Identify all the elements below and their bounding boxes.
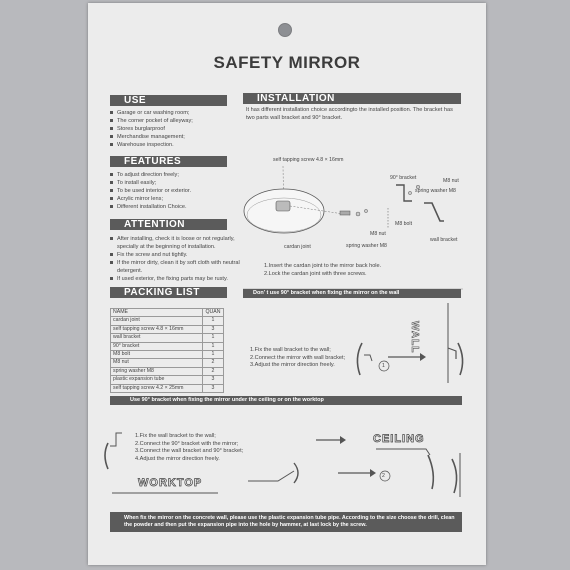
ceiling-mirror-left-arm [110, 433, 122, 446]
label-wall-bracket: wall bracket [430, 237, 458, 243]
packing-item-name: M8 bolt [111, 351, 203, 359]
step-number-1: 1 [382, 363, 385, 369]
section-heading-features: FEATURES [110, 156, 227, 167]
use-list-item: The corner pocket of alleyway; [110, 117, 230, 125]
packing-item-qty: 1 [203, 317, 224, 325]
attention-list-item: If the mirror dirty, clean it by soft cloth with neutral detergent. [110, 259, 242, 275]
ceiling-mirror-left [105, 443, 108, 469]
packing-item-name: wall bracket [111, 334, 203, 342]
wall-bracket-part [424, 203, 444, 221]
m8-nut-part [364, 209, 367, 212]
wall-step: 3.Adjust the mirror direction freely. [250, 362, 335, 369]
spring-washer-top-part [408, 191, 411, 194]
ceiling-step: 4.Adjust the mirror direction freely. [135, 455, 220, 462]
use-list-item: Warehouse inspection. [110, 141, 230, 149]
m8-bolt-part [340, 211, 350, 215]
section-heading-packing-list: PACKING LIST [110, 287, 227, 298]
packing-item-qty: 2 [203, 359, 224, 367]
packing-item-qty: 1 [203, 351, 224, 359]
packing-item-qty: 3 [203, 376, 224, 384]
packing-item-name: self tapping screw 4.8 × 16mm [111, 325, 203, 333]
packing-item-qty: 1 [203, 342, 224, 350]
wall-arrow-head [420, 353, 426, 361]
instruction-sheet [88, 3, 486, 565]
packing-item-qty: 1 [203, 334, 224, 342]
wall-steps [250, 347, 390, 370]
use-list-item: Garage or car washing room; [110, 109, 230, 117]
footer-note: When fix the mirror on the concrete wall, please use the plastic expansion tube pipe. According to the size choose the drill, clean the powder and then put the expansion pipe into the hole by hammer, at last lock by the screw. [110, 512, 462, 532]
section-heading-use: USE [110, 95, 227, 106]
packing-item-name: spring washer M8 [111, 367, 203, 375]
step-number-2: 2 [382, 473, 385, 479]
worktop-line [248, 471, 294, 481]
features-list-item: To be used interior or exterior. [110, 187, 230, 195]
use-list-item: Stores burglarproof [110, 125, 230, 133]
label-spring-washer-bottom: spring washer M8 [346, 243, 387, 249]
label-cardan-joint: cardan joint [284, 244, 311, 250]
label-self-tapping-screw: self tapping screw 4.8 × 16mm [273, 157, 344, 163]
ceiling-steps [135, 433, 285, 463]
section-heading-attention: ATTENTION [110, 219, 227, 230]
attention-list-item: If used exterior, the fixing parts may be rusty. [110, 275, 242, 283]
ceiling-arrow-2-head [370, 469, 376, 477]
attention-list-item: After installing, check it is loose or not regularly, specially at the beginning of installation. [110, 235, 242, 251]
worktop-word: WORKTOP [138, 477, 203, 489]
label-m8-nut-bottom: M8 nut [370, 231, 386, 237]
installation-step: 2.Lock the cardan joint with three screws. [264, 270, 367, 277]
packing-item-qty: 2 [203, 367, 224, 375]
features-list-item: To adjust direction freely; [110, 171, 230, 179]
packing-item-qty: 3 [203, 325, 224, 333]
wall-mount-arm [448, 348, 456, 359]
ceiling-arrow-1-head [340, 436, 346, 444]
features-list-item: Different installation Choice. [110, 203, 230, 211]
ceiling-step: 2.Connect the 90° bracket with the mirror; [135, 440, 239, 447]
packing-item-name: 90° bracket [111, 342, 203, 350]
label-m8-nut-top: M8 nut [443, 178, 459, 184]
use-list-item: Merchandise management; [110, 133, 230, 141]
label-90-bracket: 90° bracket [390, 175, 417, 181]
ceiling-word: CEILING [373, 433, 425, 445]
col-qty-header: QUAN [203, 309, 224, 317]
wall-step: 1.Fix the wall bracket to the wall; [250, 347, 331, 353]
label-m8-bolt: M8 bolt [395, 221, 413, 227]
spring-washer-part [356, 212, 360, 216]
packing-item-qty: 3 [203, 384, 224, 392]
packing-item-name: self tapping screw 4.2 × 25mm [111, 384, 203, 392]
label-spring-washer-top: spring washer M8 [415, 188, 456, 194]
wall-mirror-right [458, 343, 463, 375]
ceiling-line [376, 449, 430, 455]
ceiling-banner: Use 90° bracket when fixing the mirror under the ceiling or on the worktop [110, 396, 462, 405]
cardan-joint-part [276, 201, 290, 211]
wall-banner: Don’ t use 90° bracket when fixing the mirror on the wall [243, 289, 461, 298]
section-heading-installation: INSTALLATION [243, 93, 461, 104]
wall-step: 2.Connect the mirror with wall bracket; [250, 354, 346, 361]
page-title: SAFETY MIRROR [213, 53, 361, 72]
col-name-header: NAME [111, 309, 203, 317]
ceiling-step: 1.Fix the wall bracket to the wall; [135, 433, 216, 439]
packing-item-name: plastic expansion tube [111, 376, 203, 384]
features-list-item: Acrylic mirror lens; [110, 195, 230, 203]
installation-intro: It has different installation choice accordingto the installed position. The bracket has two parts wall bracket and 90° bracket. [246, 107, 453, 121]
attention-list-item: Fix the screw and nut tightly. [110, 251, 242, 259]
installation-steps [264, 263, 454, 278]
features-list-item: To install easily; [110, 179, 230, 187]
packing-item-name: M8 nut [111, 359, 203, 367]
worktop-mirror [294, 463, 298, 483]
ceiling-step: 3.Connect the wall bracket and 90° bracket; [135, 448, 244, 455]
installation-step: 1.Insert the cardan joint to the mirror back hole. [264, 263, 382, 269]
ceiling-mirror-far [452, 459, 457, 493]
packing-item-name: cardan joint [111, 317, 203, 325]
ceiling-mirror-right [428, 455, 433, 489]
wall-word: WALL [409, 321, 420, 354]
